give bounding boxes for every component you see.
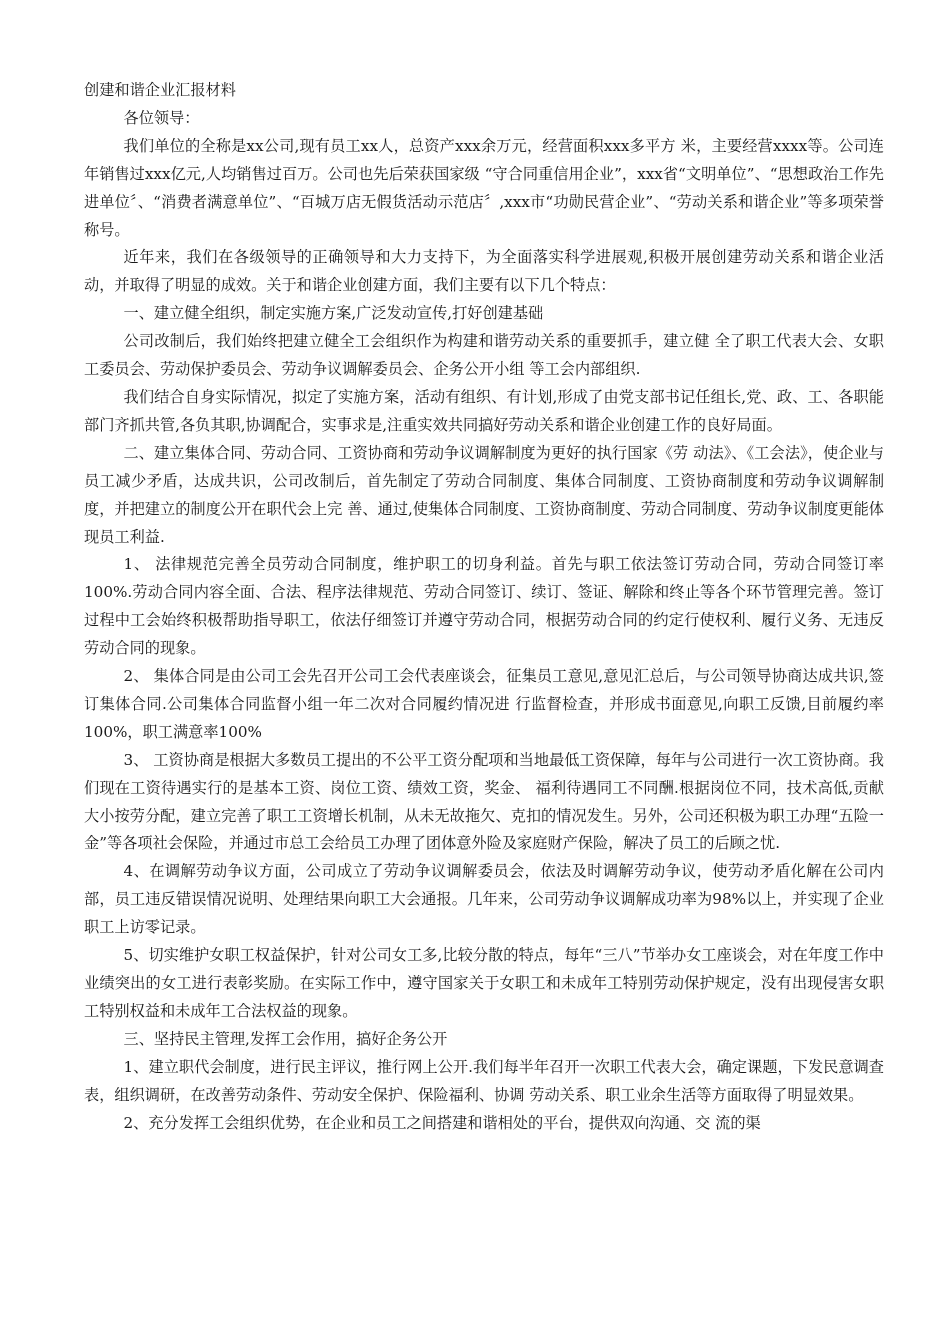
document-body	[84, 77, 884, 1137]
paragraph-union-platform: 2、充分发挥工会组织优势，在企业和员工之间搭建和谐相处的平台，提供双向沟通、交 流的渠	[123, 1113, 761, 1132]
paragraph-dispute-mediation: 4、在调解劳动争议方面，公司成立了劳动争议调解委员会，依法及时调解劳动争议，使劳动矛盾化解在公司内部，员工违反错误情况说明、处理结果向职工大会通报。几年来，公司劳动争议调解成功率为98%以上，并实现了企业职工上访零记录。	[84, 862, 884, 937]
paragraph-female-workers: 5、切实维护女职工权益保护，针对公司女工多,比较分散的特点，每年“三八”节举办女工座谈会，对在年度工作中业绩突出的女工进行表彰奖励。在实际工作中，遵守国家关于女职工和未成年工特别劳动保护规定，没有出现侵害女职工特别权益和未成年工合法权益的现象。	[84, 946, 884, 1020]
section-heading-2: 二、建立集体合同、劳动合同、工资协商和劳动争议调解制度为更好的执行国家《劳 动法》、《工会法》，使企业与员工减少矛盾，达成共识，公司改制后，首先制定了劳动合同制度、集体合同制度、工资协商制度和劳动争议调解制度，并把建立的制度公开在职代会上完 善、通过,使集体合同制度、工资协商制度、劳动合同制度、劳动争议制度更能体现员工利益.	[84, 443, 884, 546]
paragraph-recent-years: 近年来，我们在各级领导的正确领导和大力支持下，为全面落实科学进展观,积极开展创建劳动关系和谐企业活动，并取得了明显的成效。关于和谐企业创建方面，我们主要有以下几个特点：	[84, 248, 884, 295]
section-heading-1: 一、建立健全组织，制定实施方案,广泛发动宣传,打好创建基础	[123, 304, 544, 323]
paragraph-collective-contract: 2、 集体合同是由公司工会先召开公司工会代表座谈会，征集员工意见,意见汇总后，与公司领导协商达成共识,签订集体合同.公司集体合同监督小组一年二次对合同履约情况进 行监督检查，并形成书面意见,向职工反馈,目前履约率100%，职工满意率100%	[84, 667, 884, 741]
paragraph-union-organization: 公司改制后，我们始终把建立健全工会组织作为构建和谐劳动关系的重要抓手，建立健 全了职工代表大会、女职工委员会、劳动保护委员会、劳动争议调解委员会、企务公开小组 等工会内部组织.	[84, 332, 884, 379]
paragraph-company-overview: 我们单位的全称是xx公司,现有员工xx人，总资产xxx余万元，经营面积xxx多平方 米，主要经营xxxx等。公司连年销售过xxx亿元,人均销售过百万。公司也先后荣获国家级 “守合同重信用企业”，xxx省“文明单位”、“思想政治工作先进单位〞、“消费者满意单位”、“百城万店无假货活动示范店〞,xxx市“功勋民营企业”、“劳动关系和谐企业”等多项荣誉称号。	[84, 136, 884, 239]
salutation: 各位领导：	[123, 108, 200, 127]
paragraph-labor-contract: 1、 法律规范完善全员劳动合同制度，维护职工的切身利益。首先与职工依法签订劳动合同，劳动合同签订率 100%.劳动合同内容全面、合法、程序法律规范、劳动合同签订、续订、签证、解除和终止等各个环节管理完善。签订过程中工会始终积极帮助指导职工，依法仔细签订并遵守劳动合同，根据劳动合同的约定行使权利、履行义务、无违反劳动合同的现象。	[84, 555, 884, 658]
paragraph-wage-negotiation: 3、 工资协商是根据大多数员工提出的不公平工资分配项和当地最低工资保障，每年与公司进行一次工资协商。我们现在工资待遇实行的是基本工资、岗位工资、绩效工资，奖金、 福利待遇同工不同酬.根据岗位不同，技术高低,贡献大小按劳分配，建立完善了职工工资增长机制，从未无故拖欠、克扣的情况发生。另外，公司还积极为职工办理“五险一金”等各项社会保险，并通过市总工会给员工办理了团体意外险及家庭财产保险，解决了员工的后顾之忧.	[84, 750, 884, 853]
paragraph-implementation-plan: 我们结合自身实际情况，拟定了实施方案，活动有组织、有计划,形成了由党支部书记任组长,党、政、工、各职能部门齐抓共管,各负其职,协调配合，实事求是,注重实效共同搞好劳动关系和谐企业创建工作的良好局面。	[84, 387, 884, 434]
document-title: 创建和谐企业汇报材料	[84, 81, 236, 99]
section-heading-3: 三、坚持民主管理,发挥工会作用，搞好企务公开	[123, 1029, 448, 1048]
paragraph-workers-congress: 1、建立职代会制度，进行民主评议，推行网上公开.我们每半年召开一次职工代表大会，确定课题，下发民意调查表，组织调研，在改善劳动条件、劳动安全保护、保险福利、协调 劳动关系、职工业余生活等方面取得了明显效果。	[84, 1057, 884, 1104]
